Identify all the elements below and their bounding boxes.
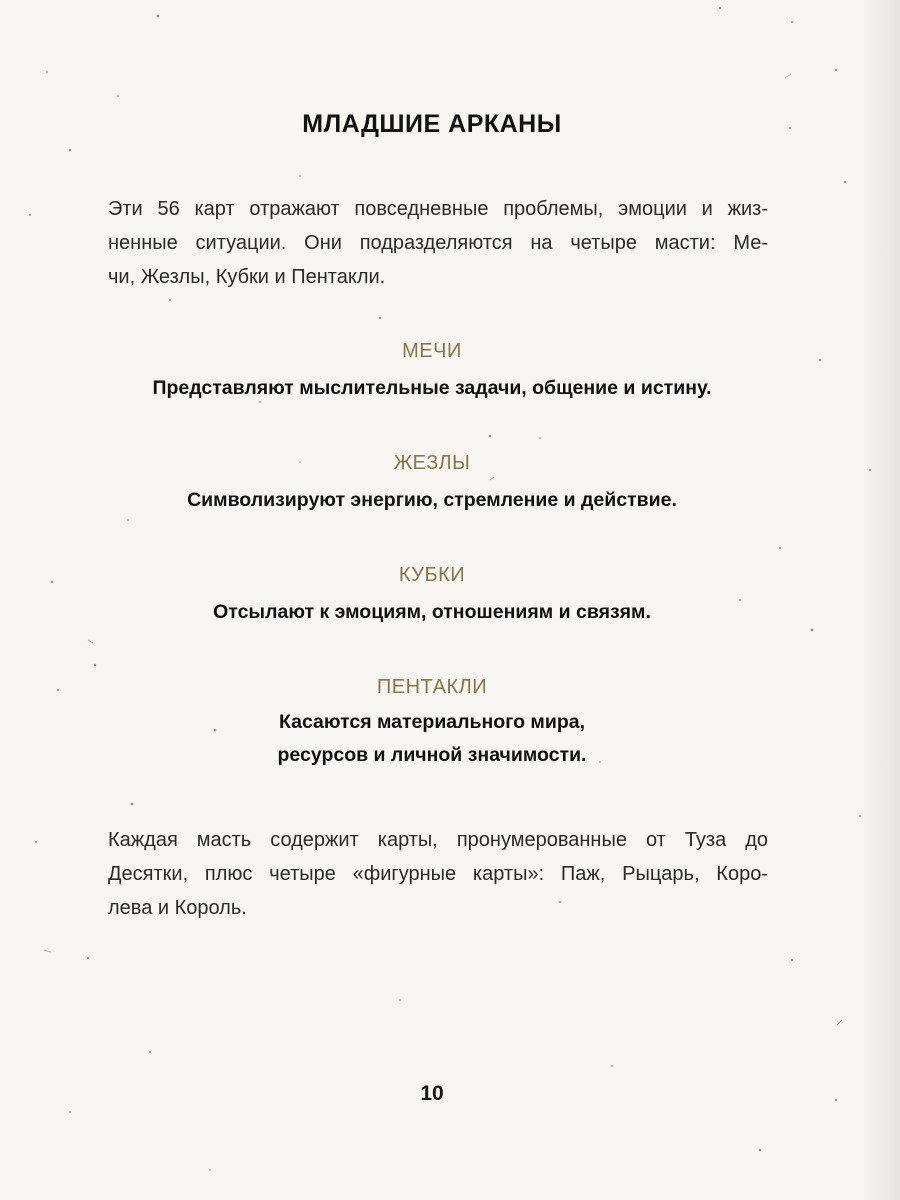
page-title: МЛАДШИЕ АРКАНЫ [302, 110, 562, 138]
suit-description-cups [0, 596, 864, 629]
suit-description-line: Касаются материального мира, [278, 711, 585, 733]
suit-description-line: Отсылают к эмоциям, отношениям и связям. [213, 601, 651, 623]
outro-line: Каждая масть содержит карты, пронумерованные от Туза до [108, 829, 768, 851]
suit-description-pentacles [0, 706, 864, 772]
suit-heading-cups: КУБКИ [398, 564, 466, 586]
suit-description-line: Представляют мыслительные задачи, общение и истину. [152, 377, 712, 399]
intro-line: Эти 56 карт отражают повседневные проблемы, эмоции и жиз- [108, 198, 768, 220]
suit-description-swords [0, 372, 864, 405]
suit-heading-pentacles: ПЕНТАКЛИ [376, 676, 488, 698]
outro-line: лева и Король. [108, 897, 247, 919]
suit-heading-swords: МЕЧИ [402, 340, 462, 362]
suit-description-wands [0, 484, 864, 517]
intro-paragraph [108, 192, 768, 294]
suit-heading-wands: ЖЕЗЛЫ [393, 452, 471, 474]
suit-description-line: ресурсов и личной значимости. [277, 744, 587, 766]
suit-description-line: Символизируют энергию, стремление и действие. [187, 489, 677, 511]
outro-line: Десятки, плюс четыре «фигурные карты»: Паж, Рыцарь, Коро- [108, 863, 768, 885]
page-number: 10 [420, 1082, 444, 1105]
intro-line: чи, Жезлы, Кубки и Пентакли. [108, 266, 386, 288]
page-edge-shadow [862, 0, 900, 1200]
outro-paragraph [108, 823, 768, 925]
intro-line: ненные ситуации. Они подразделяются на четыре масти: Ме- [108, 232, 768, 254]
